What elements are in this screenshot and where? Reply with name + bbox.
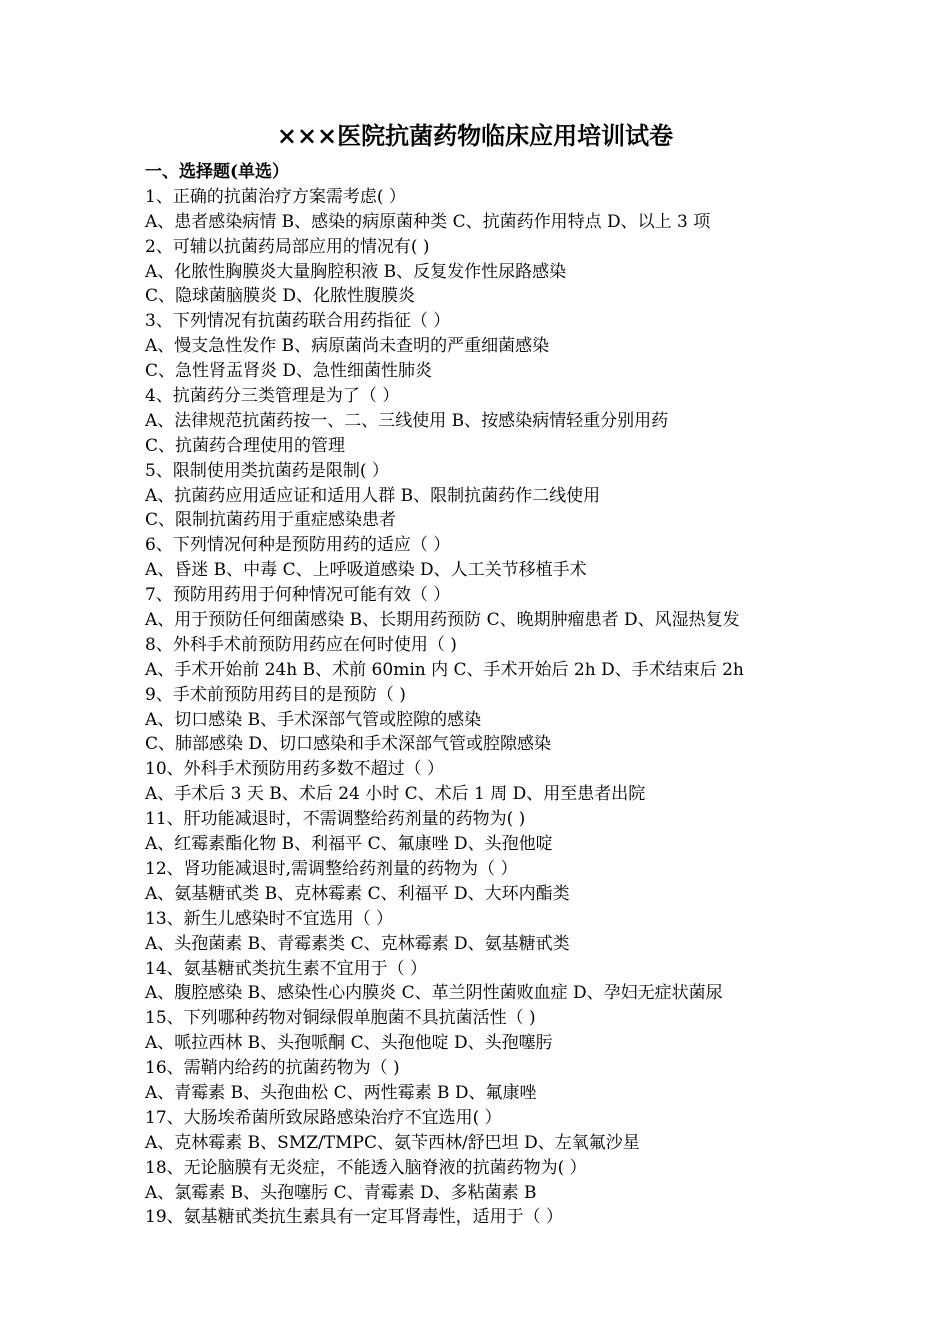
question-18-options: A、氯霉素 B、头孢噻肟 C、青霉素 D、多粘菌素 B [145,1182,537,1203]
question-16: 16、需鞘内给药的抗菌药物为（ ) [145,1058,400,1079]
question-3-options: C、急性肾盂肾炎 D、急性细菌性肺炎 [145,361,433,382]
question-2: 2、可辅以抗菌药局部应用的情况有( ) [145,236,430,257]
question-17: 17、大肠埃希菌所致尿路感染治疗不宜选用( ） [145,1107,502,1128]
question-18: 18、无论脑膜有无炎症，不能透入脑脊液的抗菌药物为( ） [145,1157,587,1178]
question-19: 19、氨基糖甙类抗生素具有一定耳肾毒性，适用于（ ） [145,1207,564,1228]
question-13-options: A、头孢菌素 B、青霉素类 C、克林霉素 D、氨基糖甙类 [145,933,570,954]
question-7: 7、预防用药用于何种情况可能有效（ ） [145,585,451,606]
question-11: 11、肝功能减退时，不需调整给药剂量的药物为( ) [145,809,526,830]
question-17-options: A、克林霉素 B、SMZ/TMPC、氨苄西林/舒巴坦 D、左氧氟沙星 [145,1132,640,1153]
question-1: 1、正确的抗菌治疗方案需考虑( ） [145,186,406,207]
exam-body [145,160,905,1230]
question-9-options: C、肺部感染 D、切口感染和手术深部气管或腔隙感染 [145,734,552,755]
question-6: 6、下列情况何种是预防用药的适应（ ） [145,535,451,556]
question-10: 10、外科手术预防用药多数不超过（ ） [145,759,445,780]
document-title: ×××医院抗菌药物临床应用培训试卷 [276,121,674,150]
question-11-options: A、红霉素酯化物 B、利福平 C、氟康唑 D、头孢他啶 [145,834,553,855]
question-16-options: A、青霉素 B、头孢曲松 C、两性霉素 B D、氟康唑 [145,1082,537,1103]
question-15-options: A、哌拉西林 B、头孢哌酮 C、头孢他啶 D、头孢噻肟 [145,1033,553,1054]
question-5: 5、限制使用类抗菌药是限制( ） [145,460,389,481]
question-3: 3、下列情况有抗菌药联合用药指征（ ） [145,311,451,332]
section-heading: 一、选择题(单选） [145,162,290,182]
question-10-options: A、手术后 3 天 B、术后 24 小时 C、术后 1 周 D、用至患者出院 [145,784,646,805]
question-5-options: A、抗菌药应用适应证和适用人群 B、限制抗菌药作二线使用 [145,485,601,506]
question-4: 4、抗菌药分三类管理是为了（ ） [145,386,400,407]
question-6-options: A、昏迷 B、中毒 C、上呼吸道感染 D、人工关节移植手术 [145,560,587,581]
question-14: 14、氨基糖甙类抗生素不宜用于（ ） [145,958,428,979]
question-14-options: A、腹腔感染 B、感染性心内膜炎 C、革兰阴性菌败血症 D、孕妇无症状菌尿 [145,983,723,1004]
question-8-options: A、手术开始前 24h B、术前 60min 内 C、手术开始后 2h D、手术结束后 2h [145,659,744,680]
question-5-options: C、限制抗菌药用于重症感染患者 [145,510,397,531]
question-2-options: C、隐球菌脑膜炎 D、化脓性腹膜炎 [145,286,416,307]
question-2-options: A、化脓性胸膜炎大量胸腔积液 B、反复发作性尿路感染 [145,261,567,282]
question-12-options: A、氨基糖甙类 B、克林霉素 C、利福平 D、大环内酯类 [145,883,570,904]
question-9-options: A、切口感染 B、手术深部气管或腔隙的感染 [145,709,482,730]
question-7-options: A、用于预防任何细菌感染 B、长期用药预防 C、晚期肿瘤患者 D、风湿热复发 [145,610,740,631]
question-1-options: A、患者感染病情 B、感染的病原菌种类 C、抗菌药作用特点 D、以上 3 项 [145,211,711,232]
question-12: 12、肾功能减退时,需调整给药剂量的药物为（ ） [145,858,518,879]
question-4-options: A、法律规范抗菌药按一、二、三线使用 B、按感染病情轻重分别用药 [145,410,669,431]
question-8: 8、外科手术前预防用药应在何时使用（ ) [145,634,457,655]
question-15: 15、下列哪种药物对铜绿假单胞菌不具抗菌活性（ ) [145,1008,536,1029]
question-13: 13、新生儿感染时不宜选用（ ） [145,908,394,929]
question-4-options: C、抗菌药合理使用的管理 [145,435,346,456]
question-9: 9、手术前预防用药目的是预防（ ) [145,684,406,705]
question-3-options: A、慢支急性发作 B、病原菌尚未查明的严重细菌感染 [145,336,550,357]
